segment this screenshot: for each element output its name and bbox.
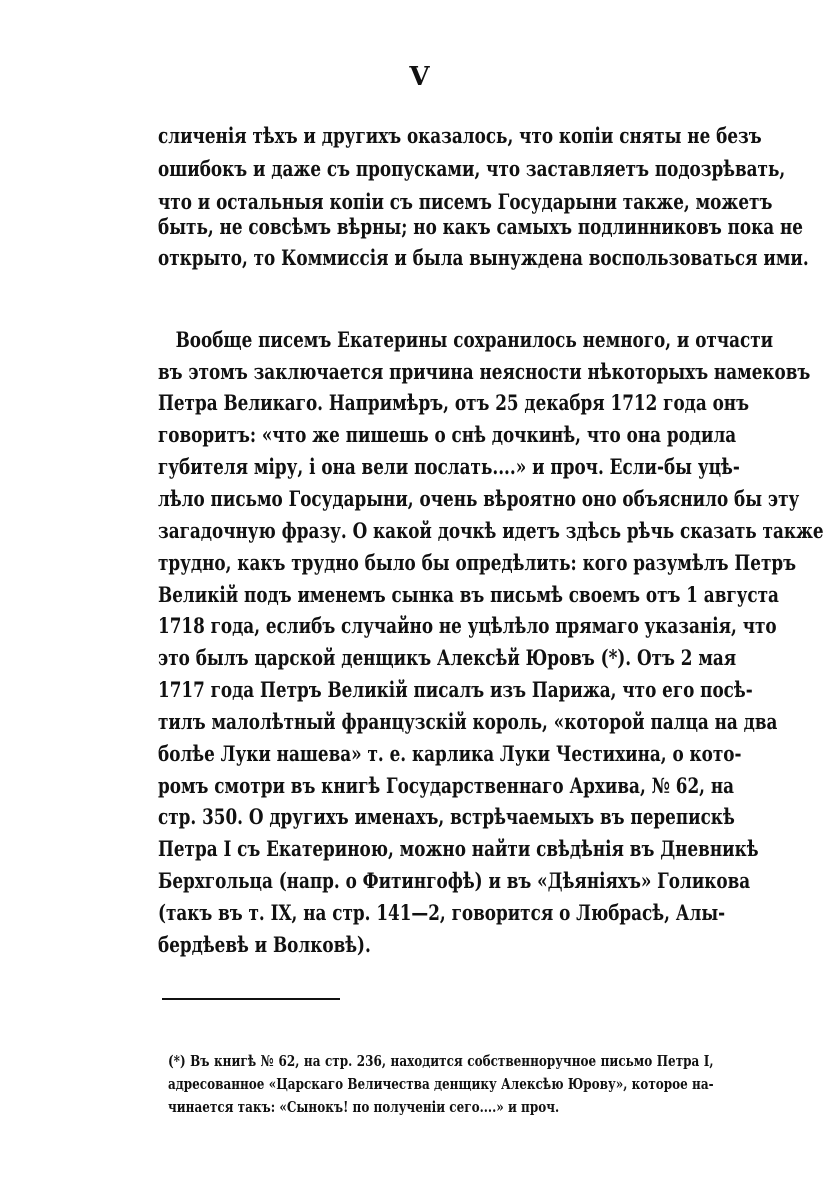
text-line: Берхгольца (напр. о Фитингофѣ) и въ «Дѣяніяхъ» Голикова: [158, 868, 751, 893]
text-line: это былъ царской денщикъ Алексѣй Юровъ (*). Отъ 2 мая: [158, 645, 737, 670]
page-number: V: [409, 62, 431, 92]
text-line: загадочную фразу. О какой дочкѣ идетъ здѣсь рѣчь сказать также: [158, 518, 824, 543]
text-line: стр. 350. О другихъ именахъ, встрѣчаемыхъ въ перепискѣ: [158, 804, 735, 829]
text-line: 1717 года Петръ Великій писалъ изъ Парижа, что его посѣ-: [158, 677, 753, 702]
text-line: губителя міру, і она вели послать....» и проч. Если-бы уцѣ-: [158, 454, 740, 479]
text-line: болѣе Луки нашева» т. е. карлика Луки Честихина, о кото-: [158, 741, 742, 766]
text-line: ромъ смотри въ книгѣ Государственнаго Архива, № 62, на: [158, 773, 735, 798]
text-line: говоритъ: «что же пишешь о снѣ дочкинѣ, что она родила: [158, 422, 737, 447]
text-line: Петра I съ Екатериною, можно найти свѣдѣнія въ Дневникѣ: [158, 836, 759, 861]
text-line: бердѣевѣ и Волковѣ).: [158, 932, 371, 957]
text-line: Вообще писемъ Екатерины сохранилось немного, и отчасти: [175, 327, 774, 352]
text-line: трудно, какъ трудно было бы опредѣлить: кого разумѣлъ Петръ: [158, 550, 796, 575]
footnote-separator: [162, 998, 340, 1000]
text-line: Великій подъ именемъ сынка въ письмѣ своемъ отъ 1 августа: [158, 582, 779, 607]
text-line: быть, не совсѣмъ вѣрны; но какъ самыхъ подлинниковъ пока не: [158, 214, 803, 239]
text-line: открыто, то Коммиссія и была вынуждена воспользоваться ими.: [158, 245, 809, 270]
text-line: 1718 года, еслибъ случайно не уцѣлѣло прямаго указанія, что: [158, 613, 777, 638]
text-line: (такъ въ т. IX, на стр. 141—2, говорится о Любрасѣ, Алы-: [158, 900, 726, 925]
footnote-line: адресованное «Царскаго Величества денщику Алексѣю Юрову», которое на-: [168, 1075, 714, 1093]
text-line: Петра Великаго. Напримѣръ, отъ 25 декабря 1712 года онъ: [158, 390, 749, 415]
text-line: что и остальныя копіи съ писемъ Государыни также, можетъ: [158, 189, 773, 214]
text-line: тилъ малолѣтный французскій король, «которой палца на два: [158, 709, 778, 734]
text-line: ошибокъ и даже съ пропусками, что заставляетъ подозрѣвать,: [158, 156, 786, 181]
text-line: лѣло письмо Государыни, очень вѣроятно оно объяснило бы эту: [158, 486, 800, 511]
footnote-line: (*) Въ книгѣ № 62, на стр. 236, находится собственноручное письмо Петра I,: [168, 1052, 714, 1070]
text-line: сличенія тѣхъ и другихъ оказалось, что копіи сняты не безъ: [158, 123, 762, 148]
footnote-line: чинается такъ: «Сынокъ! по полученіи сего....» и проч.: [168, 1098, 560, 1116]
text-line: въ этомъ заключается причина неясности нѣкоторыхъ намековъ: [158, 359, 811, 384]
